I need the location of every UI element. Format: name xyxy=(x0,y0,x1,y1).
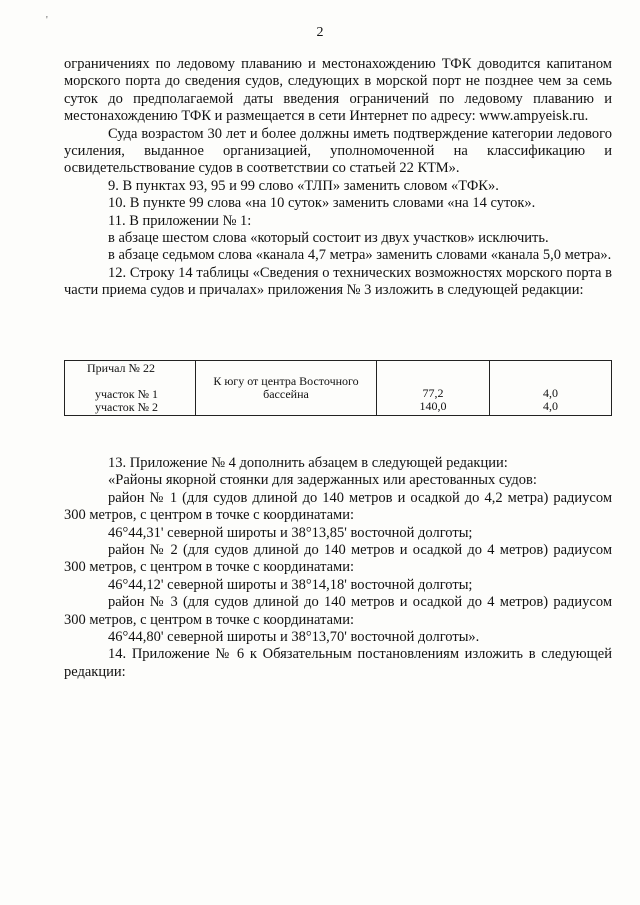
paragraph: 46°44,12' северной широты и 38°14,18' восточной долготы; xyxy=(108,576,473,593)
paragraph: 12. Строку 14 таблицы «Сведения о технических возможностях морского порта в части приема судов и причалах» приложения № 3 изложить в следующей редакции: xyxy=(64,264,612,299)
length-value: 140,0 xyxy=(419,399,447,413)
location-text: К югу от центра Восточного бассейна xyxy=(213,374,359,401)
paragraph: ограничениях по ледовому плаванию и местонахождению ТФК доводится капитаном морского порта до сведения судов, следующих в морской порт не позднее чем за семь суток до предполагаемой даты введения ограничений по ледовому плаванию и местонахождению ТФК и размещается в сети Интернет по адресу: www.ampyeisk.ru. xyxy=(64,56,612,125)
paragraph: 11. В приложении № 1: xyxy=(108,212,252,229)
body-text-bottom xyxy=(64,455,612,681)
paragraph: 46°44,31' северной широты и 38°13,85' восточной долготы; xyxy=(108,524,473,541)
paragraph: 10. В пункте 99 слова «на 10 суток» заменить словами «на 14 суток». xyxy=(108,195,536,212)
depth-value: 4,0 xyxy=(543,386,558,400)
section-label: участок № 2 xyxy=(95,400,159,414)
paragraph: 9. В пунктах 93, 95 и 99 слово «ТЛП» заменить словом «ТФК». xyxy=(108,177,499,194)
body-text-top xyxy=(64,56,612,300)
location-cell xyxy=(196,361,377,416)
depth-cell xyxy=(490,361,612,416)
depth-value: 4,0 xyxy=(543,399,558,413)
paragraph: район № 1 (для судов длиной до 140 метров и осадкой до 4,2 метра) радиусом 300 метров, с центром в точке с координатами: xyxy=(64,489,612,524)
berth-name: Причал № 22 xyxy=(87,361,155,375)
paragraph: в абзаце седьмом слова «канала 4,7 метра» заменить словами «канала 5,0 метра». xyxy=(108,247,612,264)
paragraph: 13. Приложение № 4 дополнить абзацем в следующей редакции: xyxy=(108,455,508,471)
berth-cell xyxy=(65,361,196,416)
table-row xyxy=(65,361,612,416)
paragraph: район № 2 (для судов длиной до 140 метров и осадкой до 4 метров) радиусом 300 метров, с центром в точке с координатами: xyxy=(64,542,612,576)
paragraph: район № 3 (для судов длиной до 140 метров и осадкой до 4 метров) радиусом 300 метров, с центром в точке с координатами: xyxy=(64,594,612,628)
page-number: 2 xyxy=(316,25,324,40)
section-label: участок № 1 xyxy=(95,387,159,401)
paragraph: 46°44,80' северной широты и 38°13,70' восточной долготы». xyxy=(108,629,480,646)
length-value: 77,2 xyxy=(422,386,444,400)
paragraph: в абзаце шестом слова «который состоит из двух участков» исключить. xyxy=(108,230,549,247)
scan-mark: ' xyxy=(46,15,48,26)
paragraph: Суда возрастом 30 лет и более должны иметь подтверждение категории ледового усиления, выданное организацией, уполномоченной на классификацию и освидетельствование судов в соответствии со статьей 22 КТМ». xyxy=(64,125,612,177)
paragraph: «Районы якорной стоянки для задержанных или арестованных судов: xyxy=(108,472,537,489)
length-cell xyxy=(377,361,490,416)
berth-table xyxy=(64,360,612,416)
paragraph: 14. Приложение № 6 к Обязательным постановлениям изложить в следующей редакции: xyxy=(64,646,612,680)
